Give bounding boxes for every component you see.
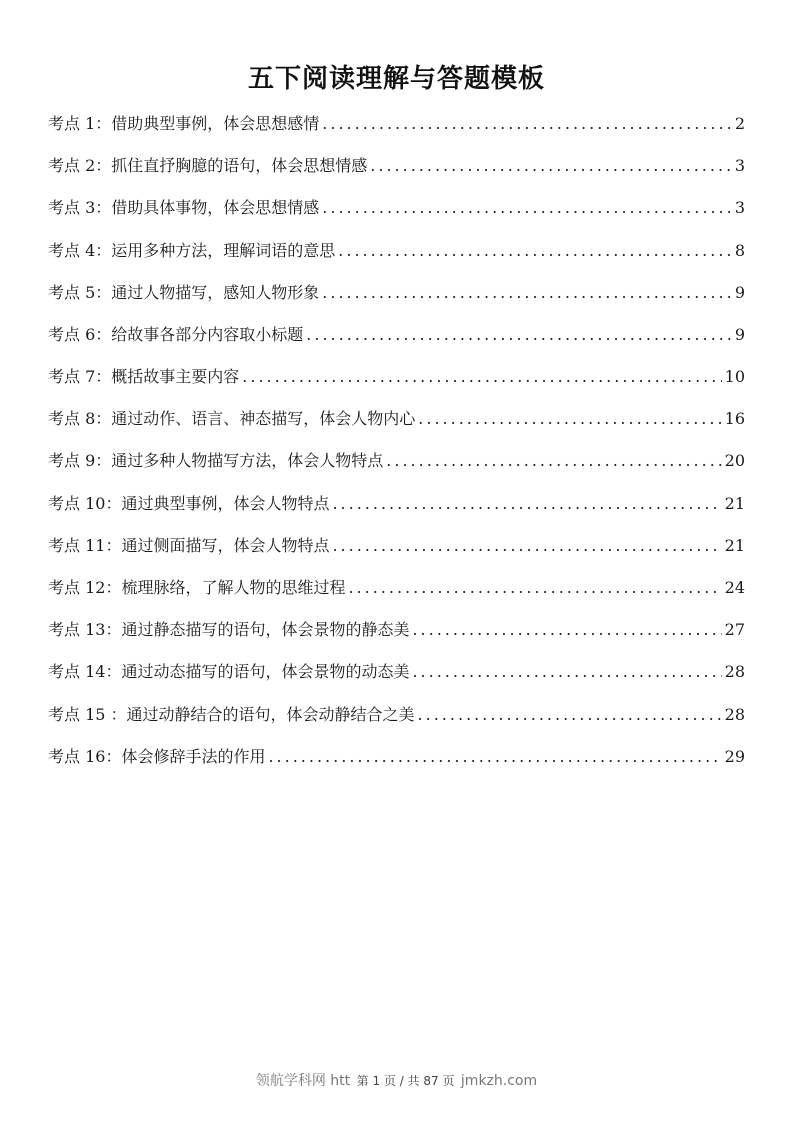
toc-entry[interactable] — [48, 567, 745, 609]
toc-entry-label: 考点 9：通过多种人物描写方法，体会人物特点 — [48, 451, 384, 471]
toc-leader-dots — [386, 440, 721, 482]
page-footer — [0, 1070, 793, 1090]
toc-entry-page: 21 — [724, 493, 745, 513]
toc-entry[interactable] — [48, 314, 745, 356]
document-title: 五下阅读理解与答题模板 — [247, 64, 545, 94]
footer-watermark-right: jmkzh.com — [460, 1073, 538, 1089]
toc-entry-page: 10 — [724, 367, 745, 387]
toc-entry-label: 考点 1：借助典型事例，体会思想感情 — [48, 113, 320, 133]
toc-leader-dots — [268, 736, 721, 778]
page-number-indicator: 第 1 页 / 共 87 页 — [356, 1074, 455, 1088]
toc-entry-page: 24 — [724, 578, 745, 598]
toc-entry-page: 9 — [734, 282, 745, 302]
toc-entry-label: 考点 13：通过静态描写的语句，体会景物的静态美 — [48, 620, 410, 640]
toc-entry[interactable] — [48, 441, 745, 483]
toc-entry-page: 21 — [724, 535, 745, 555]
toc-entry-label: 考点 3：借助具体事物，体会思想情感 — [48, 198, 320, 218]
toc-entry[interactable] — [48, 483, 745, 525]
toc-entry-page: 3 — [734, 198, 745, 218]
toc-leader-dots — [418, 398, 721, 440]
toc-leader-dots — [418, 694, 722, 736]
toc-entry[interactable] — [48, 272, 745, 314]
toc-entry[interactable] — [48, 356, 745, 398]
toc-entry[interactable] — [48, 736, 745, 778]
toc-entry-page: 28 — [724, 704, 745, 724]
toc-entry[interactable] — [48, 525, 745, 567]
table-of-contents — [48, 103, 745, 778]
toc-leader-dots — [322, 103, 732, 145]
toc-entry-page: 2 — [734, 113, 745, 133]
toc-leader-dots — [322, 187, 732, 229]
toc-entry-label: 考点 5：通过人物描写，感知人物形象 — [48, 282, 320, 302]
toc-entry[interactable] — [48, 651, 745, 693]
toc-entry-page: 20 — [724, 451, 745, 471]
footer-watermark-left: 领航学科网 htt — [255, 1073, 351, 1089]
toc-entry-label: 考点 10：通过典型事例，体会人物特点 — [48, 493, 330, 513]
toc-entry[interactable] — [48, 145, 745, 187]
toc-leader-dots — [306, 314, 732, 356]
toc-leader-dots — [348, 567, 721, 609]
toc-entry-page: 29 — [724, 746, 745, 766]
toc-leader-dots — [242, 356, 721, 398]
toc-entry[interactable] — [48, 103, 745, 145]
toc-leader-dots — [370, 145, 732, 187]
toc-entry-page: 8 — [734, 240, 745, 260]
toc-entry[interactable] — [48, 230, 745, 272]
toc-entry[interactable] — [48, 694, 745, 736]
toc-leader-dots — [412, 651, 721, 693]
toc-leader-dots — [412, 609, 721, 651]
toc-leader-dots — [332, 525, 721, 567]
toc-leader-dots — [322, 272, 732, 314]
toc-entry-label: 考点 11：通过侧面描写，体会人物特点 — [48, 535, 330, 555]
toc-entry-label: 考点 16：体会修辞手法的作用 — [48, 746, 266, 766]
toc-entry-page: 16 — [724, 409, 745, 429]
toc-entry-label: 考点 7：概括故事主要内容 — [48, 367, 240, 387]
toc-entry-label: 考点 4：运用多种方法，理解词语的意思 — [48, 240, 336, 260]
toc-entry[interactable] — [48, 187, 745, 229]
toc-entry-page: 27 — [724, 620, 745, 640]
toc-entry-label: 考点 12：梳理脉络，了解人物的思维过程 — [48, 578, 346, 598]
toc-entry-label: 考点 15 ：通过动静结合的语句，体会动静结合之美 — [48, 704, 415, 724]
toc-leader-dots — [338, 230, 732, 272]
toc-leader-dots — [332, 483, 721, 525]
toc-entry-label: 考点 8：通过动作、语言、神态描写，体会人物内心 — [48, 409, 416, 429]
toc-entry[interactable] — [48, 609, 745, 651]
toc-entry-page: 28 — [724, 662, 745, 682]
toc-entry-label: 考点 2：抓住直抒胸臆的语句，体会思想情感 — [48, 156, 368, 176]
toc-entry-page: 3 — [734, 156, 745, 176]
toc-entry-label: 考点 14：通过动态描写的语句，体会景物的动态美 — [48, 662, 410, 682]
toc-entry-label: 考点 6：给故事各部分内容取小标题 — [48, 324, 304, 344]
toc-entry-page: 9 — [734, 324, 745, 344]
toc-entry[interactable] — [48, 398, 745, 440]
